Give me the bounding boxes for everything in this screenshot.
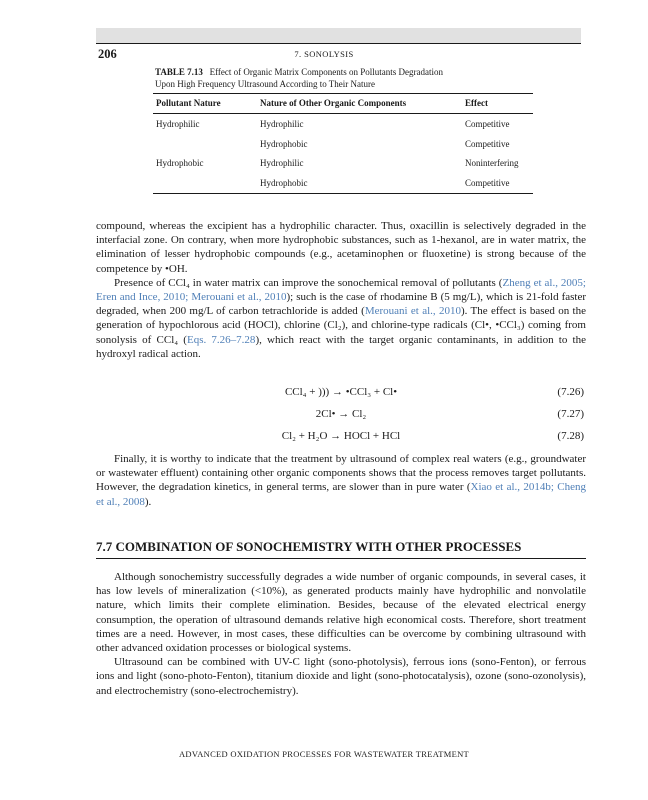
table-top-rule <box>153 93 533 94</box>
equation-number: (7.27) <box>557 408 584 420</box>
equation-reference-link[interactable]: Eqs. 7.26–7.28 <box>186 333 256 346</box>
table-caption <box>155 66 545 90</box>
section-rule <box>96 558 586 559</box>
paragraph-combination: Although sonochemistry successfully degrades a wide number of organic compounds, in several cases, it has low levels of mineralization (<10%), as generated products mainly have hydrophilic and nonvolatile nature, which limits their complete elimination. Besides, because of the elevated electrical energy consumption, the operation of ultrasound demands relative high economical costs. Therefore, short treatment times are a need. However, in most cases, these difficulties can be overcome by combining ultrasound with other advanced oxidation processes or biological systems. <box>96 571 586 655</box>
header-rule <box>96 43 581 44</box>
paragraph-continuation: compound, whereas the excipient has a hydrophilic character. Thus, oxacillin is selectively degraded in the interfacial zone. On contrary, when more hydrophobic substances, such as 1-hexanol, are in water matrix, the elimination of lesser hydrophobic compounds (e.g., acetaminophen or fluoxetine) is strong because of the competence by •OH. <box>96 220 586 275</box>
table-cell: Hydrophobic <box>260 139 308 149</box>
equation-number: (7.28) <box>557 430 584 442</box>
running-head: 7. SONOLYSIS <box>294 49 354 59</box>
table-header-cell: Nature of Other Organic Components <box>260 98 407 108</box>
equation-number: (7.26) <box>557 386 584 398</box>
table-cell: Hydrophilic <box>260 119 304 129</box>
citation-link[interactable]: Xiao et al., 2014b; Cheng et al., 2008 <box>96 481 586 508</box>
paragraph-ccl4: Presence of CCl₄ in water matrix can improve the sonochemical removal of pollutants (Zheng et al., 2005; Eren and Ince, 2010; Merouani et al., 2010); such is the case of rhodamine B (5 mg/L), which is 21-fold faster degraded, when 200 mg/L of carbon tetrachloride is added (Merouani et al., 2010). The effect is based on the generation of hypochlorous acid (HOCl), chlorine (Cl₂), and chlorine-type radicals (Cl•, •CCl₃) coming from sonolysis of CCl₄ (Eqs. 7.26–7.28), which react with the target organic contaminants, in addition to the hydroxyl radical action. <box>96 276 587 360</box>
table-caption-line2: Upon High Frequency Ultrasound According to Their Nature <box>155 79 376 89</box>
table-header-cell: Effect <box>465 98 488 108</box>
table-cell: Hydrophilic <box>260 158 304 168</box>
table-cell: Hydrophilic <box>156 119 200 129</box>
table-cell: Competitive <box>465 178 510 188</box>
citation-link[interactable]: Zheng et al., 2005; Eren and Ince, 2010; Merouani et al., 2010 <box>96 276 586 304</box>
table-header-rule <box>153 113 533 114</box>
table-cell: Competitive <box>465 139 510 149</box>
table-label: TABLE 7.13 <box>155 67 203 77</box>
paragraph <box>96 570 586 698</box>
header-band <box>96 28 581 43</box>
paragraph <box>96 452 586 509</box>
paragraph-real-waters: Finally, it is worthy to indicate that the treatment by ultrasound of complex real waters (e.g., groundwater or wastewater effluent) containing other organic components shows that the process removes target pollutants. However, the degradation kinetics, in general terms, are slower than in pure water (Xiao et al., 2014b; Cheng et al., 2008). <box>96 453 586 508</box>
table-cell: Hydrophobic <box>260 178 308 188</box>
table-cell: Noninterfering <box>465 158 519 168</box>
page-number: 206 <box>98 47 117 61</box>
equation-7-26 <box>96 386 586 400</box>
citation-link[interactable]: Merouani et al., 2010 <box>364 305 461 318</box>
page-footer: ADVANCED OXIDATION PROCESSES FOR WASTEWATER TREATMENT <box>178 749 470 759</box>
table-bottom-rule <box>153 193 533 194</box>
paragraph <box>96 219 586 361</box>
equation-expression: 2Cl• → Cl₂ <box>315 408 367 420</box>
table-caption-line1: Effect of Organic Matrix Components on Pollutants Degradation <box>209 67 443 77</box>
table-cell: Competitive <box>465 119 510 129</box>
paragraph-combinations-list: Ultrasound can be combined with UV-C light (sono-photolysis), ferrous ions (sono-Fenton), or ferrous ions and light (sono-photo-Fenton), titanium dioxide and light (sono-photocatalysis), ozone (sono-ozonolysis), and electrochemistry (sono-electrochemistry). <box>96 656 586 697</box>
equation-expression: CCl₄ + ))) → •CCl₃ + Cl• <box>284 386 398 398</box>
section-heading: 7.7 COMBINATION OF SONOCHEMISTRY WITH OTHER PROCESSES <box>96 539 522 554</box>
table-cell: Hydrophobic <box>156 158 204 168</box>
equation-7-28 <box>96 430 586 444</box>
table-header-cell: Pollutant Nature <box>156 98 221 108</box>
equation-7-27 <box>96 408 586 422</box>
equation-expression: Cl₂ + H₂O → HOCl + HCl <box>281 430 401 442</box>
